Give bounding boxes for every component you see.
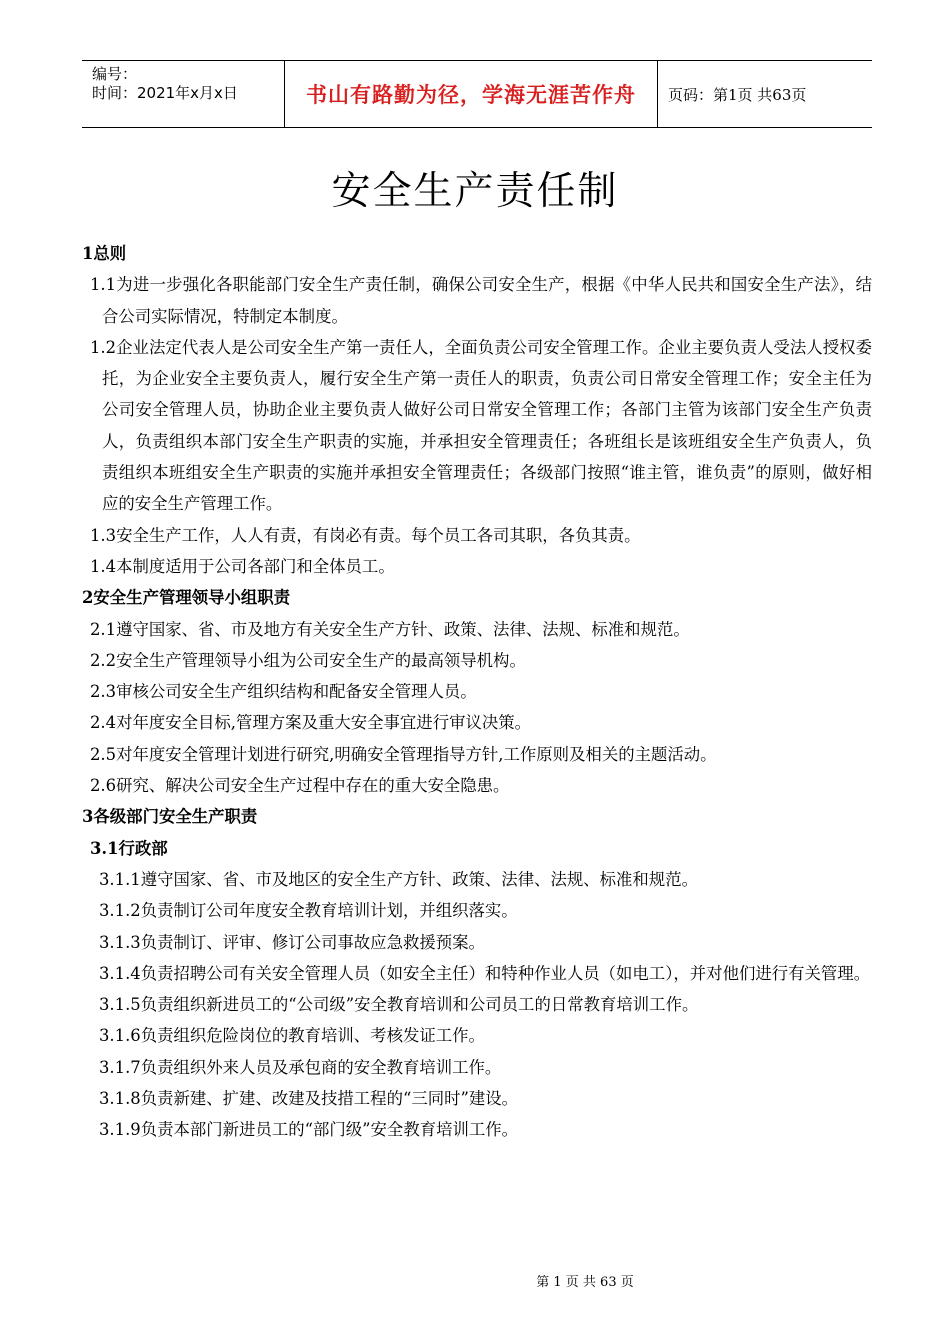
document-header (82, 60, 872, 128)
paragraph: 3.1.8负责新建、扩建、改建及技措工程的“三同时”建设。 (99, 1089, 519, 1109)
paragraph: 1.3安全生产工作，人人有责，有岗必有责。每个员工各司其职，各负其责。 (90, 525, 641, 545)
header-motto: 书山有路勤为径，学海无涯苦作舟 (306, 83, 636, 107)
paragraph: 2.2安全生产管理领导小组为公司安全生产的最高领导机构。 (90, 650, 526, 670)
paragraph: 3.1.7负责组织外来人员及承包商的安全教育培训工作。 (99, 1057, 502, 1077)
section-heading: 1总则 (82, 244, 127, 263)
section-heading: 3各级部门安全生产职责 (82, 807, 258, 827)
paragraph: 3.1.2负责制订公司年度安全教育培训计划，并组织落实。 (99, 901, 518, 921)
paragraph: 2.3审核公司安全生产组织结构和配备安全管理人员。 (90, 682, 477, 702)
header-page-info: 页码：第1页 共63页 (668, 85, 807, 104)
paragraph: 3.1.3负责制订、评审、修订公司事故应急救援预案。 (99, 932, 485, 952)
paragraph: 1.1为进一步强化各职能部门安全生产责任制，确保公司安全生产，根据《中华人民共和国安全生产法》，结合公司实际情况，特制定本制度。 (90, 275, 872, 326)
paragraph: 3.1.4负责招聘公司有关安全管理人员（如安全主任）和特种作业人员（如电工），并对他们进行有关管理。 (99, 963, 871, 983)
paragraph: 3.1.9负责本部门新进员工的“部门级”安全教育培训工作。 (99, 1120, 519, 1140)
header-page-cell (658, 61, 872, 127)
paragraph: 2.4对年度安全目标,管理方案及重大安全事宜进行审议决策。 (90, 713, 532, 733)
paragraph: 2.1遵守国家、省、市及地方有关安全生产方针、政策、法律、法规、标准和规范。 (90, 619, 690, 639)
paragraph: 3.1.5负责组织新进员工的“公司级”安全教育培训和公司员工的日常教育培训工作。 (99, 995, 699, 1015)
paragraph: 2.5对年度安全管理计划进行研究,明确安全管理指导方针,工作原则及相关的主题活动。 (90, 744, 717, 764)
subsection-heading: 3.1行政部 (90, 838, 168, 858)
doc-number-label: 编号： (92, 65, 138, 83)
section-heading: 2安全生产管理领导小组职责 (82, 588, 291, 608)
paragraph: 1.4本制度适用于公司各部门和全体员工。 (90, 556, 395, 576)
document-title: 安全生产责任制 (331, 169, 619, 214)
header-left-cell (82, 61, 284, 127)
paragraph: 2.6研究、解决公司安全生产过程中存在的重大安全隐患。 (90, 776, 510, 796)
document-body (82, 238, 872, 1146)
doc-time-label: 时间：2021年x月x日 (92, 84, 238, 102)
paragraph: 3.1.1遵守国家、省、市及地区的安全生产方针、政策、法律、法规、标准和规范。 (99, 869, 698, 889)
paragraph: 1.2企业法定代表人是公司安全生产第一责任人，全面负责公司安全管理工作。企业主要负责人受法人授权委托，为企业安全主要负责人，履行安全生产第一责任人的职责，负责公司日常安全管理工作；安全主任为公司安全管理人员，协助企业主要负责人做好公司日常安全管理工作；各部门主管为该部门安全生产负责人，负责组织本部门安全生产职责的实施，并承担安全管理责任；各班组长是该班组安全生产负责人，负责组织本班组安全生产职责的实施并承担安全管理责任；各级部门按照“谁主管，谁负责”的原则，做好相应的安全生产管理工作。 (90, 337, 872, 514)
header-motto-cell (284, 61, 658, 127)
page-footer: 第 1 页 共 63 页 (536, 1275, 634, 1290)
paragraph: 3.1.6负责组织危险岗位的教育培训、考核发证工作。 (99, 1026, 485, 1046)
